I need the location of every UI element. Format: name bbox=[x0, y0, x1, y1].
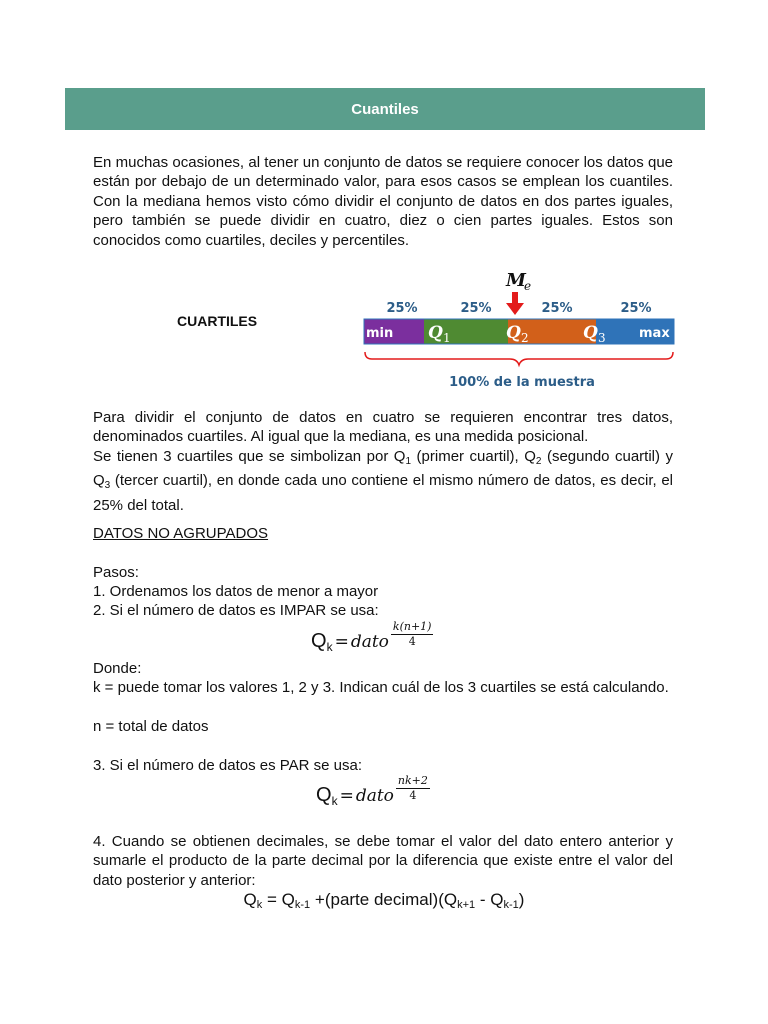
step-1: 1. Ordenamos los datos de menor a mayor bbox=[93, 583, 379, 600]
median-arrow-icon bbox=[506, 292, 524, 315]
q3-label: Q bbox=[583, 323, 598, 343]
donde-label: Donde: bbox=[93, 660, 142, 677]
formula-even-q: $Q_k$ bbox=[316, 784, 338, 808]
page-title: Cuantiles bbox=[351, 100, 419, 118]
cuartiles-label: CUARTILES bbox=[177, 313, 258, 329]
formula-even: $Q_k$ = dato $\frac{nk+2}{4}$ bbox=[316, 773, 428, 808]
max-label: max bbox=[639, 326, 670, 341]
q1-label: Q bbox=[428, 323, 443, 343]
formula-odd-q: $Q_k$ bbox=[311, 630, 333, 654]
section-title: DATOS NO AGRUPADOS bbox=[93, 525, 269, 542]
median-symbol: M bbox=[506, 270, 526, 291]
q3-subscript: 3 bbox=[598, 331, 606, 345]
brace-icon bbox=[365, 352, 673, 365]
percent-label-2: 25% bbox=[460, 301, 492, 316]
q2-label: Q bbox=[506, 323, 521, 343]
percent-label-3: 25% bbox=[541, 301, 573, 316]
formula-interpolation: $Q_k = Q_{k-1}$ +(parte $decimal)(Q_{k+1} - Q_{k-1})$ bbox=[243, 890, 525, 911]
quartile-diagram bbox=[340, 262, 680, 392]
step-4: 4. Cuando se obtienen decimales, se debe tomar el valor del dato entero anterior y sumarle el producto de la parte decimal por la diferencia que existe entre el valor del dato posterior y anterior: bbox=[93, 833, 673, 889]
q2-subscript: 2 bbox=[521, 331, 529, 345]
step-3: 3. Si el número de datos es PAR se usa: bbox=[93, 757, 363, 774]
formula-odd: $Q_k$ = dato $\frac{k(n+1)}{4}$ bbox=[311, 619, 432, 654]
median-subscript: e bbox=[524, 279, 532, 293]
step-2: 2. Si el número de datos es IMPAR se usa: bbox=[93, 602, 379, 619]
percent-label-1: 25% bbox=[386, 301, 418, 316]
quartiles-symbols-paragraph: Se tienen 3 cuartiles que se simbolizan por $Q_1$ (primer cuartil), $Q_2$ (segundo cuartil) y $Q_3$ (tercer cuartil), en donde cada uno contiene el mismo número de datos, es decir, el 25% del total. bbox=[93, 448, 674, 514]
percent-label-4: 25% bbox=[620, 301, 652, 316]
steps-heading: Pasos: bbox=[93, 564, 139, 581]
intro-paragraph: En muchas ocasiones, al tener un conjunto de datos se requiere conocer los datos que están por debajo de un determinado valor, para esos casos se emplean los cuantiles. Con la mediana hemos visto cómo dividir el conjunto de datos en dos partes iguales, pero también se puede dividir en cuatro, diez o cien partes iguales. Estos son conocidos como cuartiles, deciles y percentiles. bbox=[93, 154, 673, 249]
q1-subscript: 1 bbox=[443, 331, 451, 345]
quartiles-definition-paragraph: Para dividir el conjunto de datos en cuatro se requieren encontrar tres datos, denominados cuartiles. Al igual que la mediana, es una medida posicional. bbox=[93, 409, 673, 446]
k-definition: k = puede tomar los valores 1, 2 y 3. Indican cuál de los 3 cuartiles se está calculando. bbox=[93, 679, 669, 696]
sample-label: 100% de la muestra bbox=[449, 375, 595, 390]
n-definition: n = total de datos bbox=[93, 718, 209, 735]
min-label: min bbox=[366, 326, 394, 341]
title-banner bbox=[65, 88, 705, 130]
